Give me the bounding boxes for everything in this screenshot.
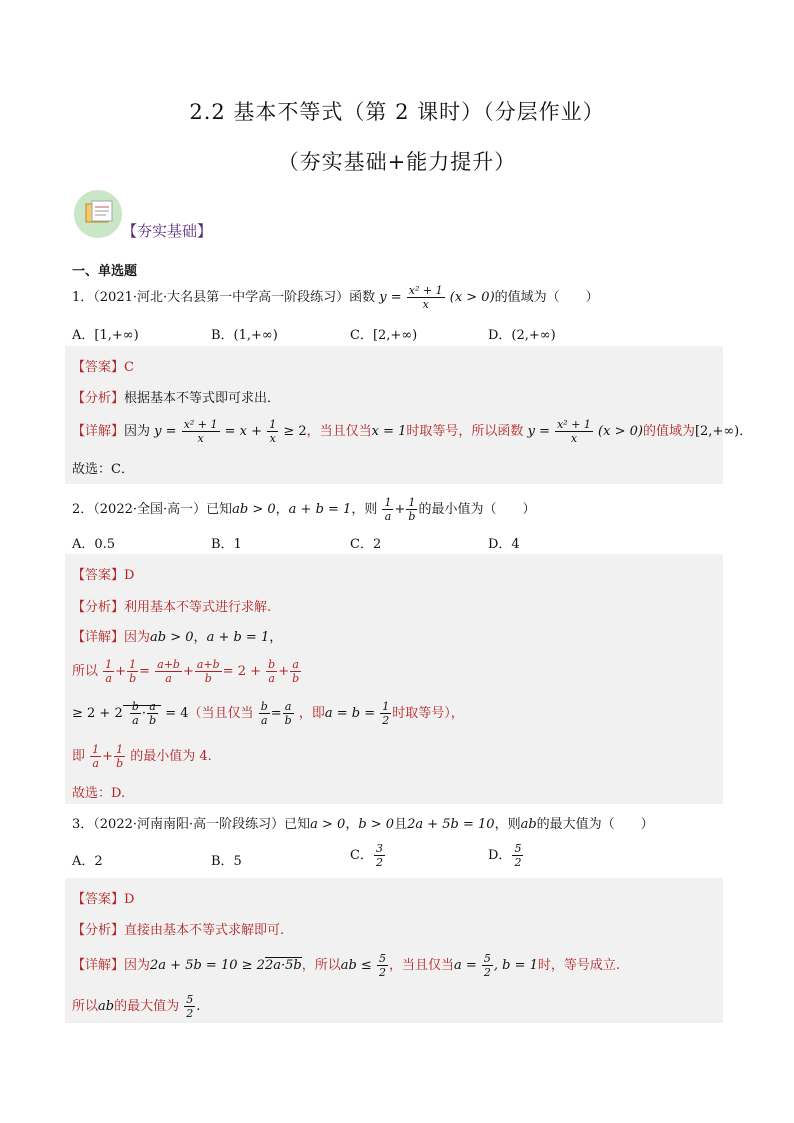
page-title: 2.2 基本不等式（第 2 课时）（分层作业）: [189, 100, 605, 124]
q1-option-d: D．(2,+∞): [488, 328, 556, 343]
q1-option-a: A．[1,+∞): [72, 328, 139, 343]
q3-option-b: B．5: [211, 854, 242, 869]
q3-detail: 【详解】因为2a + 5b = 10 ≥ 22a·5b，所以ab ≤ $\frac{5}{2}$ ，当且仅当a = $\frac{5}{2}$ , b = 1时，等号成立.: [72, 952, 621, 979]
q1-detail: 【详解】因为 y = $\frac{\text{x² + 1}}{x}$ = x + $\frac{1}{x}$ ≥ 2，当且仅当x = 1时取等号，所以函数 y = $\frac{\text{x² + 1}}{x}$ (x > 0)的值域为[2,+∞)．: [72, 418, 753, 445]
q2-option-c: C．2: [350, 537, 382, 552]
q2-option-a: A．0.5: [72, 537, 116, 552]
q2-answer: 【答案】D: [72, 568, 135, 583]
q2-step-3: 即 $\frac{1}{a}$ + $\frac{1}{b}$ 的最小值为 4.: [72, 743, 212, 770]
q2-choose: 故选：D.: [72, 786, 126, 801]
q3-analysis: 【分析】直接由基本不等式求解即可.: [72, 923, 285, 938]
section-heading: 一、单选题: [72, 264, 138, 279]
question-1-stem: 1．（2021·河北·大名县第一中学高一阶段练习）函数 y = $\frac{\text{x² + 1}}{x}$ (x > 0)的值域为（ ）: [72, 284, 599, 311]
q3-answer: 【答案】D: [72, 892, 135, 907]
q3-option-a: A．2: [72, 854, 103, 869]
q2-option-b: B．1: [211, 537, 242, 552]
q1-option-b: B．(1,+∞): [211, 328, 278, 343]
q2-analysis: 【分析】利用基本不等式进行求解.: [72, 600, 272, 615]
q3-option-d: D． $\frac{5}{2}$: [488, 842, 522, 869]
q3-option-c: C． $\frac{3}{2}$: [350, 842, 383, 869]
q2-step-1: 所以 $\frac{1}{a}$ + $\frac{1}{b}$ = $\frac{a+b}{a}$ + $\frac{a+b}{b}$ = 2 + $\frac{b}{a}$ + $\frac{a}{b}$: [72, 658, 300, 685]
question-2-stem: 2．（2022·全国·高一）已知ab > 0，a + b = 1，则 $\frac{1}{a}$ + $\frac{1}{b}$ 的最小值为（ ）: [72, 496, 536, 523]
page-subtitle: （夯实基础+能力提升）: [277, 150, 517, 174]
section-label: 【夯实基础】: [122, 222, 213, 240]
q2-detail: 【详解】因为ab > 0，a + b = 1，: [72, 630, 283, 645]
q2-step-2: ≥ 2 + 2 $\frac{b}{a}$ · $\frac{a}{b}$ = 4（当且仅当 $\frac{b}{a}$ = $\frac{a}{b}$ ，即a = b = $\frac{1}{2}$ 时取等号），: [72, 700, 464, 727]
notebook-icon: [74, 190, 122, 238]
q2-option-d: D．4: [488, 537, 520, 552]
question-3-stem: 3．（2022·河南南阳·高一阶段练习）已知a > 0，b > 0且2a + 5b = 10，则ab的最大值为（ ）: [72, 817, 654, 832]
q1-answer-box: [65, 346, 723, 484]
q1-option-c: C．[2,+∞): [350, 328, 418, 343]
q1-answer: 【答案】C: [72, 360, 134, 375]
q1-choose: 故选：C．: [72, 462, 134, 477]
q3-conclusion: 所以ab的最大值为 $\frac{5}{2}$ .: [72, 993, 201, 1020]
q1-analysis: 【分析】根据基本不等式即可求出．: [72, 391, 281, 406]
